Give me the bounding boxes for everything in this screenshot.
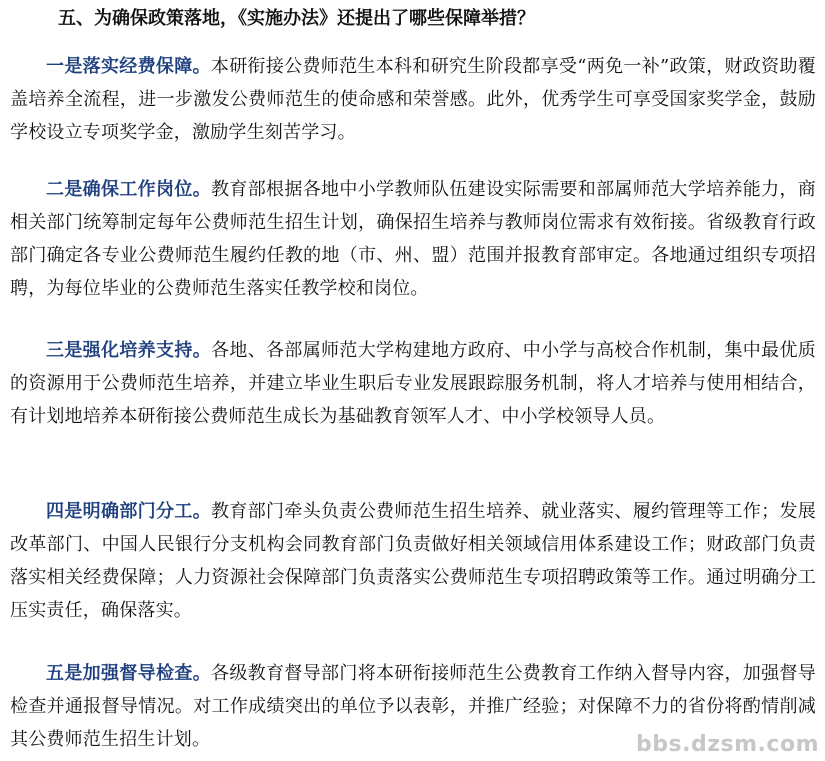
- paragraph-lead: 五是加强督导检查。: [46, 663, 212, 684]
- paragraph-training-support: [10, 334, 816, 433]
- paragraph-department-roles: [10, 495, 816, 627]
- paragraph-body: 教育部门牵头负责公费师范生招生培养、就业落实、履约管理等工作；发展改革部门、中国人民银行分支机构会同教育部门负责做好相关领域信用体系建设工作；财政部门负责落实相关经费保障；人力资源社会保障部门负责落实公费师范生专项招聘政策等工作。通过明确分工压实责任，确保落实。: [10, 501, 816, 621]
- paragraph-body: 各地、各部属师范大学构建地方政府、中小学与高校合作机制，集中最优质的资源用于公费师范生培养，并建立毕业生职后专业发展跟踪服务机制，将人才培养与使用相结合，有计划地培养本研衔接公费师范生成长为基础教育领军人才、中小学校领导人员。: [10, 340, 816, 427]
- paragraph-lead: 三是强化培养支持。: [46, 340, 212, 361]
- paragraph-funding: [10, 50, 816, 149]
- section-title: 五、为确保政策落地，《实施办法》还提出了哪些保障举措？: [58, 8, 535, 29]
- paragraph-lead: 四是明确部门分工。: [46, 501, 212, 522]
- paragraph-positions: [10, 173, 816, 305]
- paragraph-body: 各级教育督导部门将本研衔接师范生公费教育工作纳入督导内容，加强督导检查并通报督导情况。对工作成绩突出的单位予以表彰，并推广经验；对保障不力的省份将酌情削减其公费师范生招生计划。: [10, 663, 816, 750]
- paragraph-lead: 一是落实经费保障。: [46, 56, 211, 77]
- paragraph-body: 教育部根据各地中小学教师队伍建设实际需要和部属师范大学培养能力，商相关部门统筹制定每年公费师范生招生计划，确保招生培养与教师岗位需求有效衔接。省级教育行政部门确定各专业公费师范生履约任教的地（市、州、盟）范围并报教育部审定。各地通过组织专项招聘，为每位毕业的公费师范生落实任教学校和岗位。: [10, 179, 816, 299]
- paragraph-body: 本研衔接公费师范生本科和研究生阶段都享受“两免一补”政策，财政资助覆盖培养全流程，进一步激发公费师范生的使命感和荣誉感。此外，优秀学生可享受国家奖学金，鼓励学校设立专项奖学金，激励学生刻苦学习。: [10, 56, 816, 143]
- paragraph-lead: 二是确保工作岗位。: [46, 179, 212, 200]
- site-watermark: bbs.dzsm.com: [636, 732, 819, 757]
